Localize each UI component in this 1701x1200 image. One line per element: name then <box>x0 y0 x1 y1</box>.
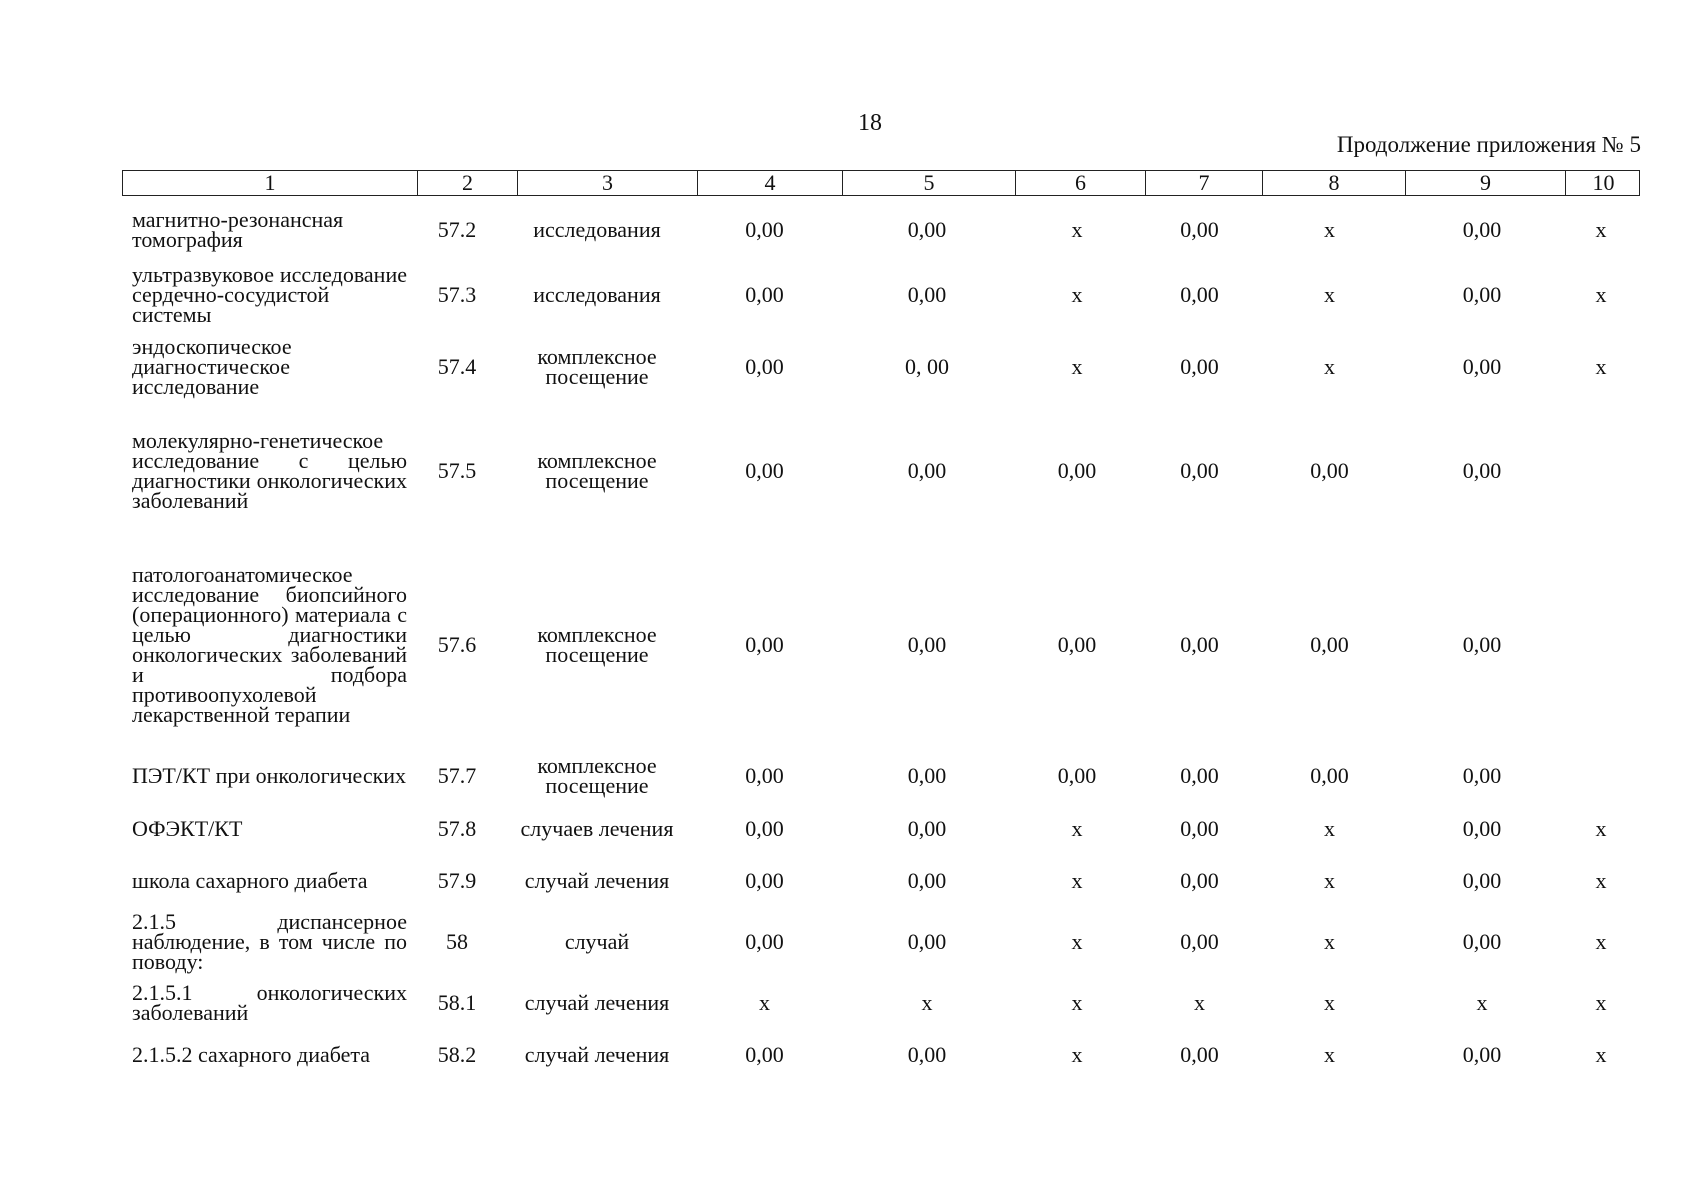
header-cell-2: 2 <box>418 171 518 195</box>
col9-value: 0,00 <box>1462 929 1502 954</box>
row-label: ОФЭКТ/КТ <box>132 816 243 841</box>
col8-value: x <box>1324 1042 1335 1067</box>
row-code: 57.9 <box>437 868 477 893</box>
col5-value: x <box>921 990 933 1015</box>
col6-value: x <box>1071 217 1083 242</box>
header-cell-1: 1 <box>123 171 418 195</box>
table-row <box>122 1032 1640 1078</box>
col5-value: 0,00 <box>907 816 947 841</box>
table-row <box>122 334 1640 400</box>
row-code: 57.7 <box>437 763 477 788</box>
col9-value: 0,00 <box>1462 763 1502 788</box>
row-code: 58 <box>446 929 468 954</box>
col9-value: 0,00 <box>1462 632 1502 657</box>
col9-value: 0,00 <box>1462 282 1502 307</box>
col4-value: 0,00 <box>745 354 784 379</box>
col6-value: x <box>1071 990 1083 1015</box>
col5-value: 0,00 <box>907 217 947 242</box>
row-code: 57.8 <box>437 816 477 841</box>
col7-value: 0,00 <box>1180 1042 1219 1067</box>
table-row <box>122 542 1640 748</box>
col10-value: x <box>1595 217 1607 242</box>
row-label: эндоскопическое диагностическое исследование <box>132 334 292 399</box>
header-cell-10: 10 <box>1592 170 1615 195</box>
row-unit: исследования <box>533 282 661 307</box>
col6-value: x <box>1071 868 1083 893</box>
row-code: 57.5 <box>437 458 477 483</box>
col9-value: 0,00 <box>1462 458 1502 483</box>
col10-value <box>1562 408 1640 534</box>
col7-value: 0,00 <box>1180 929 1219 954</box>
col9-value: 0,00 <box>1462 354 1502 379</box>
row-unit: случаев лечения <box>520 816 674 841</box>
col4-value: 0,00 <box>745 632 784 657</box>
col6-value: x <box>1071 929 1083 954</box>
row-unit: случай лечения <box>524 990 670 1015</box>
col10-value: x <box>1595 816 1607 841</box>
col4-value: 0,00 <box>745 217 784 242</box>
col8-value: x <box>1324 282 1335 307</box>
row-unit: случай <box>564 929 630 954</box>
row-code: 57.6 <box>437 632 477 657</box>
col7-value: 0,00 <box>1180 763 1219 788</box>
row-unit: случай лечения <box>524 868 670 893</box>
row-label: ультразвуковое исследование сердечно-сосудистой системы <box>132 262 407 327</box>
row-unit: комплексное посещение <box>537 753 657 798</box>
col5-value: 0, 00 <box>905 354 949 379</box>
col9-value: 0,00 <box>1462 1042 1502 1067</box>
row-label: магнитно-резонансная томография <box>132 207 344 252</box>
header-cell-5: 5 <box>843 171 1016 195</box>
col8-value: x <box>1324 354 1335 379</box>
col10-value <box>1562 542 1640 748</box>
table-row <box>122 858 1640 904</box>
col7-value: 0,00 <box>1180 354 1219 379</box>
row-label: патологоанатомическое исследование биопсийного (операционного) материала с целью диагностики онкологических заболеваний и подбора противоопухолевой лекарственной терапии <box>132 562 407 727</box>
col10-value: x <box>1595 354 1607 379</box>
row-label: ПЭТ/КТ при онкологических <box>132 763 407 788</box>
header-cell-8: 8 <box>1263 171 1406 195</box>
row-code: 57.4 <box>437 354 477 379</box>
col7-value: 0,00 <box>1180 816 1219 841</box>
header-cell-3: 3 <box>518 171 698 195</box>
col5-value: 0,00 <box>907 929 947 954</box>
col7-value: 0,00 <box>1180 282 1219 307</box>
row-unit: комплексное посещение <box>537 622 657 667</box>
col10-value <box>1562 752 1640 800</box>
row-unit: комплексное посещение <box>537 448 657 493</box>
row-label: молекулярно-генетическое исследование с целью диагностики онкологических заболеваний <box>132 428 407 513</box>
col4-value: 0,00 <box>745 458 784 483</box>
col9-value: 0,00 <box>1462 868 1502 893</box>
col9-value: 0,00 <box>1462 217 1502 242</box>
col5-value: 0,00 <box>907 1042 947 1067</box>
col10-value: x <box>1595 929 1607 954</box>
row-code: 57.3 <box>437 282 477 307</box>
row-label: 2.1.5.2 сахарного диабета <box>132 1042 371 1067</box>
header-cell-7: 7 <box>1146 171 1263 195</box>
row-unit: случай лечения <box>524 1042 670 1067</box>
col4-value: 0,00 <box>745 868 784 893</box>
col10-value: x <box>1595 282 1607 307</box>
col10-value: x <box>1595 990 1607 1015</box>
col6-value: x <box>1071 1042 1083 1067</box>
col8-value: 0,00 <box>1310 632 1349 657</box>
table-row <box>122 910 1640 974</box>
col7-value: x <box>1194 990 1205 1015</box>
col6-value: x <box>1071 354 1083 379</box>
col8-value: x <box>1324 929 1335 954</box>
col5-value: 0,00 <box>907 763 947 788</box>
col6-value: 0,00 <box>1057 632 1097 657</box>
col8-value: x <box>1324 816 1335 841</box>
header-cell-9: 9 <box>1406 171 1566 195</box>
header-cell-6: 6 <box>1016 171 1146 195</box>
col6-value: 0,00 <box>1057 458 1097 483</box>
col5-value: 0,00 <box>907 282 947 307</box>
col5-value: 0,00 <box>907 458 947 483</box>
row-label: школа сахарного диабета <box>132 868 368 893</box>
page-number: 18 <box>858 110 882 136</box>
row-label: 2.1.5 диспансерное наблюдение, в том числе по поводу: <box>132 909 407 974</box>
col8-value: x <box>1324 217 1335 242</box>
table-row <box>122 806 1640 852</box>
col7-value: 0,00 <box>1180 868 1219 893</box>
table-row <box>122 408 1640 534</box>
col10-value: x <box>1595 1042 1607 1067</box>
row-code: 58.2 <box>437 1042 477 1067</box>
col7-value: 0,00 <box>1180 458 1219 483</box>
col6-value: 0,00 <box>1057 763 1097 788</box>
col9-value: 0,00 <box>1462 816 1502 841</box>
table-row <box>122 208 1640 252</box>
col4-value: 0,00 <box>745 1042 784 1067</box>
header-cell-4: 4 <box>698 171 843 195</box>
col8-value: x <box>1324 990 1335 1015</box>
col4-value: 0,00 <box>745 763 784 788</box>
col7-value: 0,00 <box>1180 217 1219 242</box>
table-row <box>122 752 1640 800</box>
row-code: 58.1 <box>437 990 477 1015</box>
table-header-row <box>122 170 1640 196</box>
row-unit: исследования <box>533 217 661 242</box>
col7-value: 0,00 <box>1180 632 1219 657</box>
col6-value: x <box>1071 282 1083 307</box>
row-label: 2.1.5.1 онкологических заболеваний <box>132 980 407 1025</box>
col5-value: 0,00 <box>907 632 947 657</box>
col10-value: x <box>1595 868 1607 893</box>
col4-value: 0,00 <box>745 816 784 841</box>
table-row <box>122 262 1640 328</box>
row-code: 57.2 <box>437 217 477 242</box>
col4-value: 0,00 <box>745 282 784 307</box>
col8-value: x <box>1324 868 1335 893</box>
col4-value: x <box>759 990 770 1015</box>
col9-value: x <box>1476 990 1488 1015</box>
col6-value: x <box>1071 816 1083 841</box>
col4-value: 0,00 <box>745 929 784 954</box>
col5-value: 0,00 <box>907 868 947 893</box>
table-row <box>122 980 1640 1026</box>
row-unit: комплексное посещение <box>537 344 657 389</box>
appendix-continuation-note: Продолжение приложения № 5 <box>1336 132 1641 157</box>
col8-value: 0,00 <box>1310 763 1349 788</box>
col8-value: 0,00 <box>1310 458 1349 483</box>
